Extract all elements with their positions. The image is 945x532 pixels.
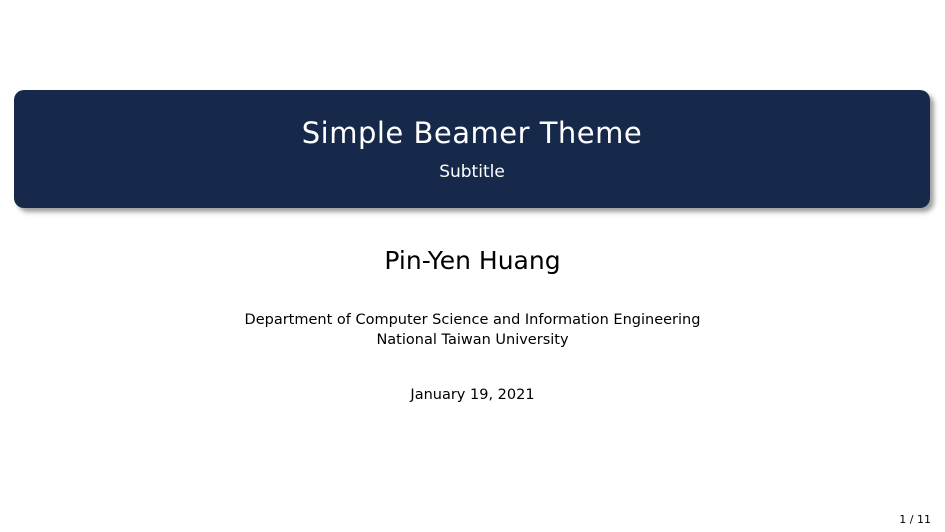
presentation-subtitle: Subtitle [439,162,505,183]
title-banner [14,90,930,208]
institute-block [0,310,945,350]
page-number-indicator: 1 / 11 [899,513,931,526]
author-name: Pin-Yen Huang [384,246,561,275]
institute-department: Department of Computer Science and Information Engineering [244,312,701,328]
presentation-date: January 19, 2021 [410,387,535,403]
institute-university: National Taiwan University [376,332,569,348]
presentation-title: Simple Beamer Theme [301,115,643,150]
